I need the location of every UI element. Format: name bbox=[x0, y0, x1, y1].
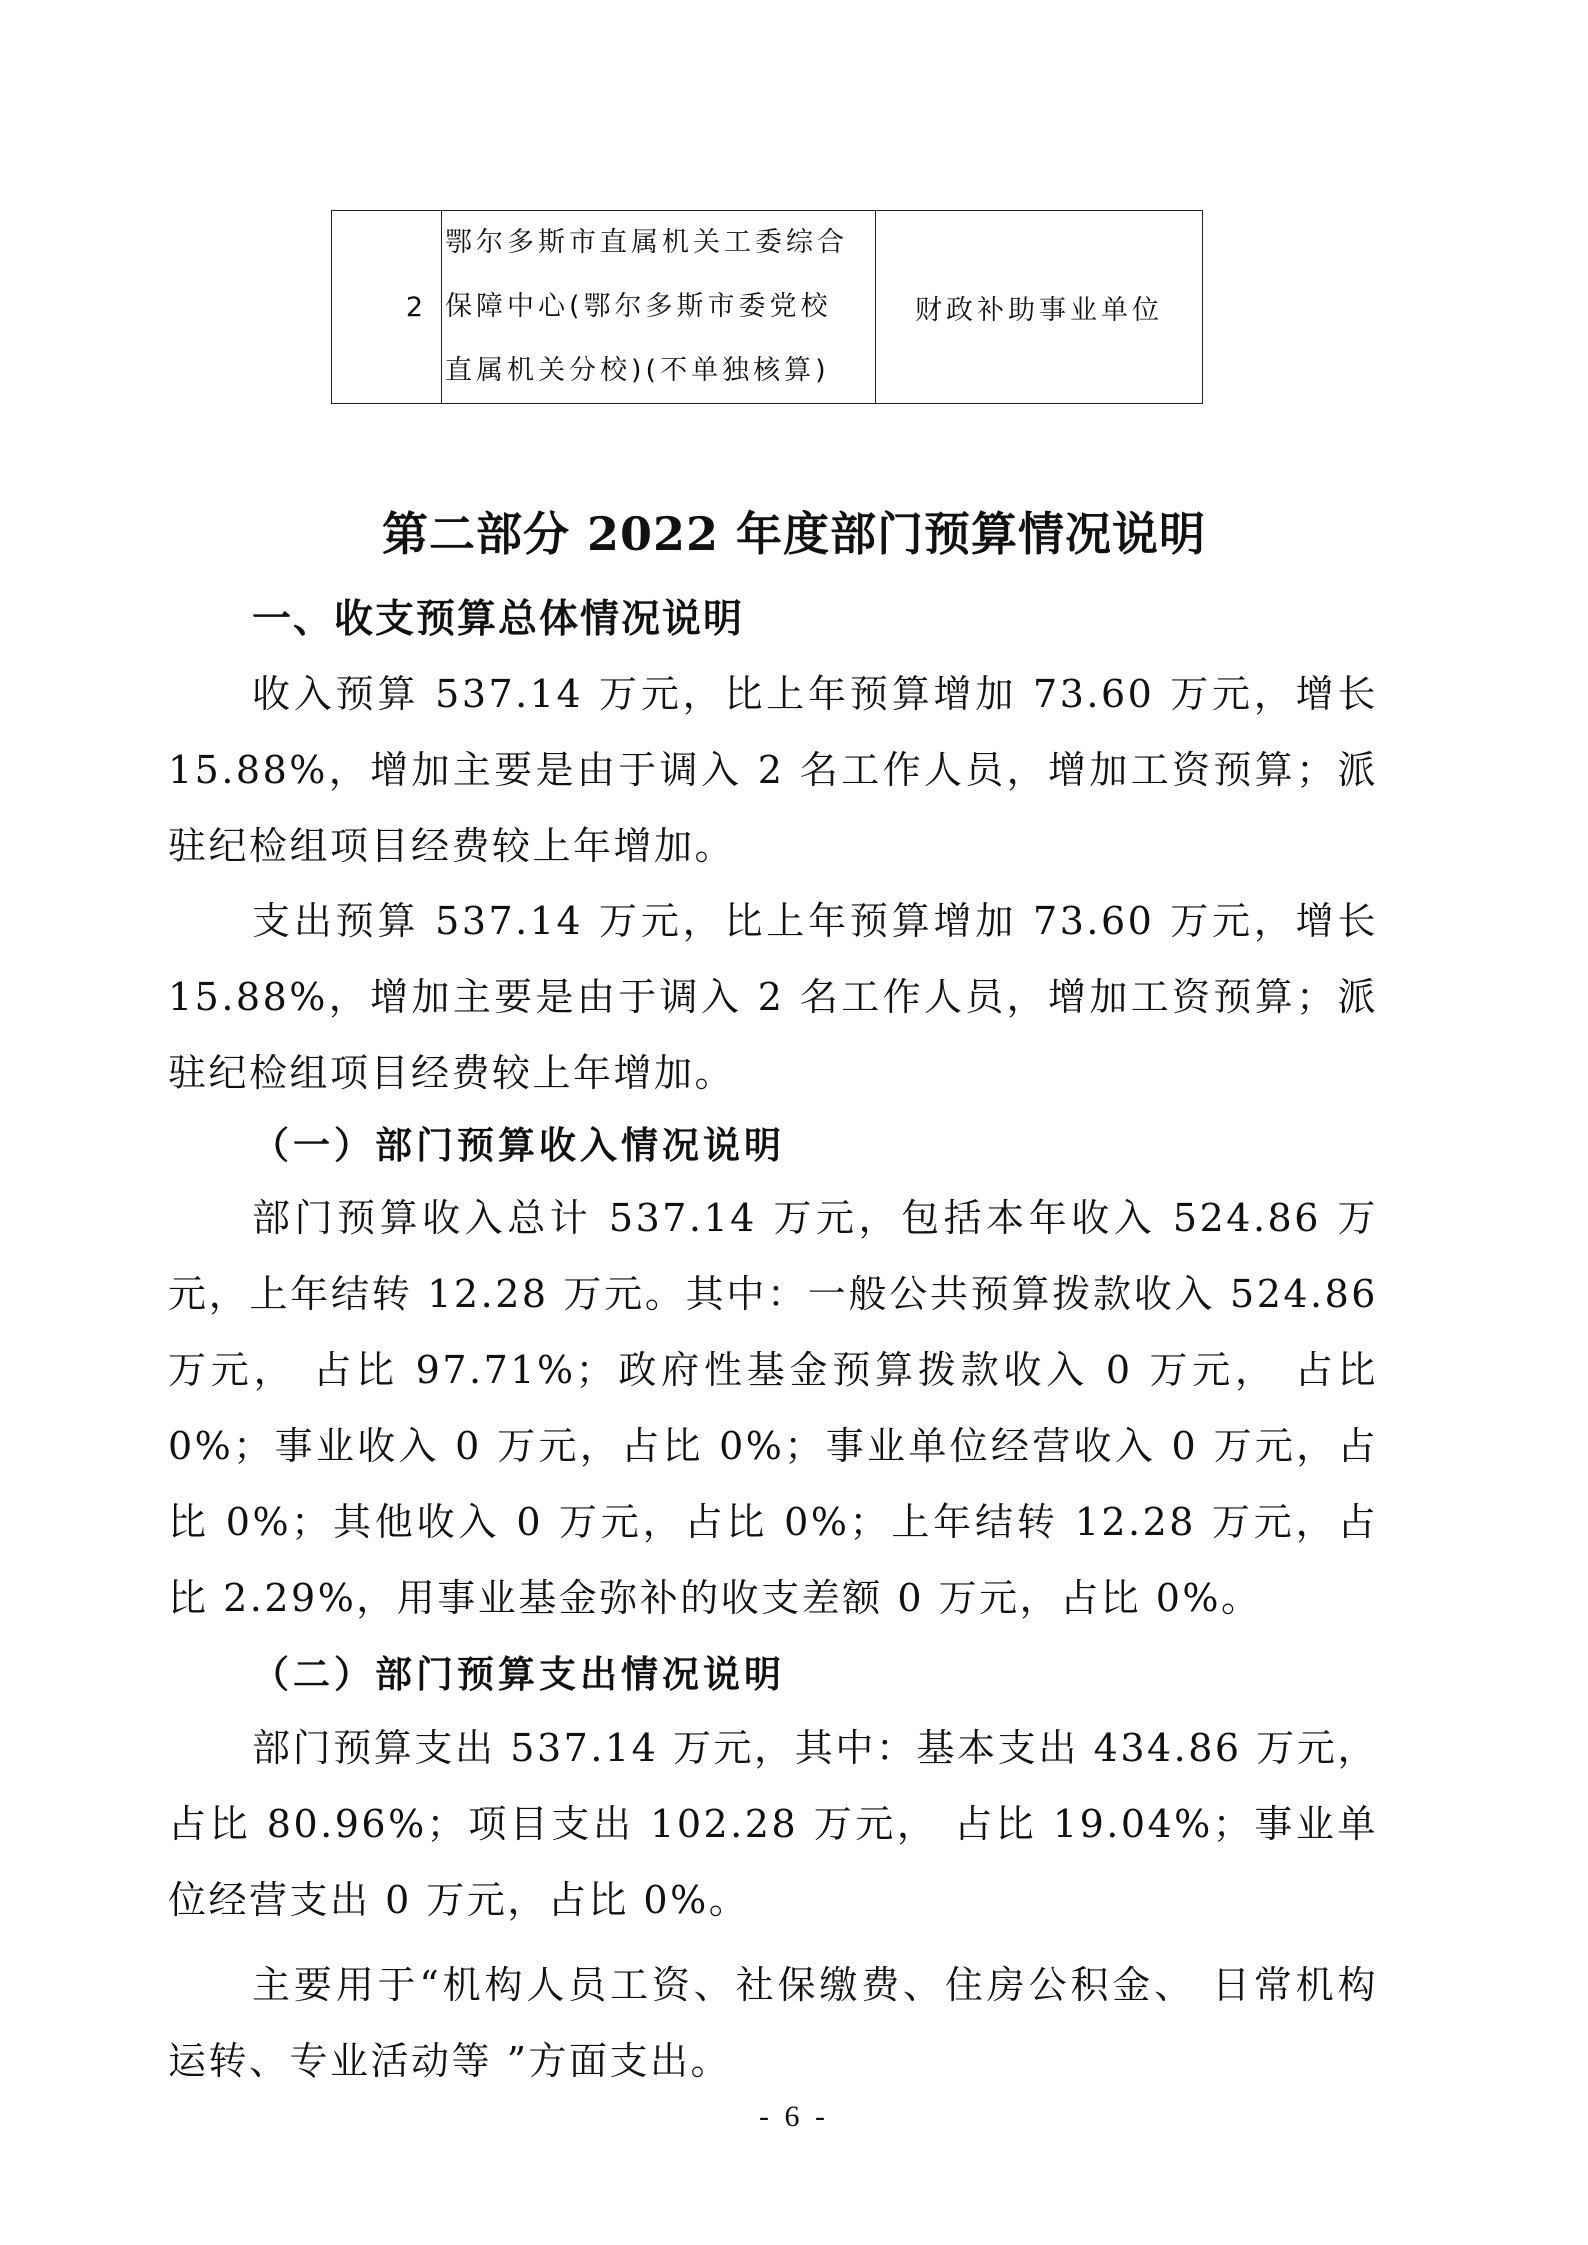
income-paragraph: 收入预算 537.14 万元，比上年预算增加 73.60 万元，增长 15.88%，增加主要是由于调入 2 名工作人员，增加工资预算；派驻纪检组项目经费较上年增加。 bbox=[168, 672, 1378, 868]
page-number: - 6 - bbox=[759, 2100, 829, 2133]
expense-detail-paragraph: 部门预算支出 537.14 万元，其中：基本支出 434.86 万元，占比 80.96%；项目支出 102.28 万元， 占比 19.04%；事业单位经营支出 0 万元，占比 0%。 bbox=[168, 1726, 1378, 1922]
expense-paragraph: 支出预算 537.14 万元，比上年预算增加 73.60 万元，增长 15.88%，增加主要是由于调入 2 名工作人员，增加工资预算；派驻纪检组项目经费较上年增加。 bbox=[168, 899, 1378, 1095]
unit-name-line: 直属机关分校)(不单独核算) bbox=[445, 355, 830, 386]
table-row bbox=[332, 211, 1203, 404]
usage-paragraph: 主要用于“机构人员工资、社保缴费、住房公积金、 日常机构运转、专业活动等 ”方面支出。 bbox=[168, 1963, 1378, 2083]
page-title: 第二部分 2022 年度部门预算情况说明 bbox=[381, 507, 1207, 561]
unit-type-cell: 财政补助事业单位 bbox=[876, 211, 1203, 404]
unit-name-cell bbox=[442, 211, 876, 404]
row-number-cell: 2 bbox=[332, 211, 442, 404]
subsection-heading-expense: （二）部门预算支出情况说明 bbox=[252, 1653, 785, 1696]
section-heading: 一、收支预算总体情况说明 bbox=[252, 597, 745, 642]
unit-name-line: 鄂尔多斯市直属机关工委综合 bbox=[445, 227, 848, 258]
unit-table bbox=[331, 210, 1203, 404]
income-detail-paragraph: 部门预算收入总计 537.14 万元，包括本年收入 524.86 万元，上年结转 12.28 万元。其中：一般公共预算拨款收入 524.86 万元， 占比 97.71%；政府性基金预算拨款收入 0 万元， 占比 0%；事业收入 0 万元，占比 0%；事业单位经营收入 0 万元，占比 0%；其他收入 0 万元，占比 0%；上年结转 12.28 万元，占比 2.29%，用事业基金弥补的收支差额 0 万元，占比 0%。 bbox=[168, 1196, 1378, 1620]
unit-name-line: 保障中心(鄂尔多斯市委党校 bbox=[445, 291, 832, 322]
subsection-heading-income: （一）部门预算收入情况说明 bbox=[252, 1124, 785, 1167]
